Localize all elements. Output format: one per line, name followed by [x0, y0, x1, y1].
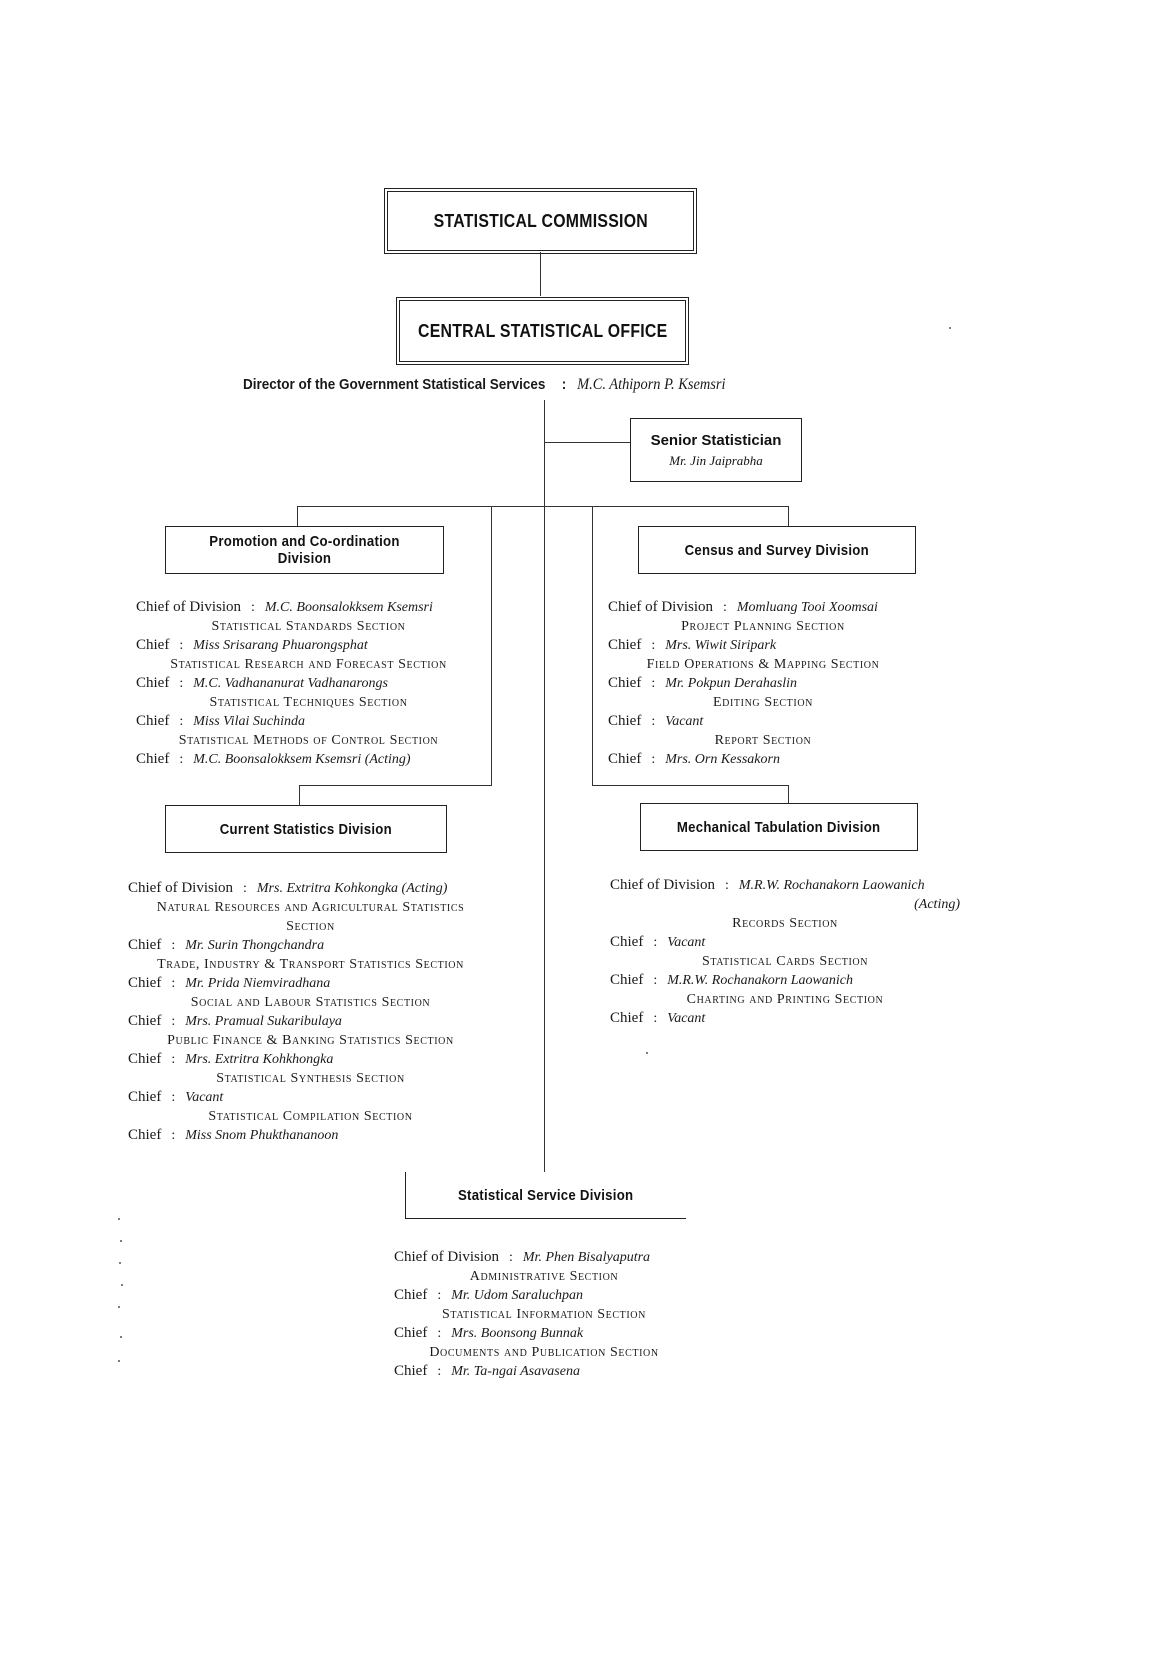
section-heading — [128, 993, 493, 1012]
director-separator: : — [561, 376, 567, 393]
chief-label: Chief — [136, 637, 170, 653]
chief-row — [128, 1088, 493, 1107]
central-statistical-office-title: CENTRAL STATISTICAL OFFICE — [417, 320, 668, 341]
chief-name: Mrs. Pramual Sukaribulaya — [185, 1014, 342, 1029]
scan-speck — [120, 1240, 122, 1242]
section-name: Records Section — [732, 916, 838, 931]
section-name: Statistical Methods of Control Section — [178, 733, 439, 748]
chief-separator: : — [171, 1052, 176, 1067]
service-division-title: Statistical Service Division — [458, 1186, 634, 1204]
chief-row — [136, 712, 481, 731]
chief-separator: : — [171, 938, 176, 953]
scan-speck — [118, 1360, 120, 1362]
section-heading — [608, 617, 918, 636]
chief-label: Chief — [136, 713, 170, 729]
chief-row — [128, 936, 493, 955]
current-staff-list — [128, 879, 493, 1145]
chief-row — [136, 750, 481, 769]
connector-senior — [544, 442, 630, 443]
chief-name: Vacant — [665, 714, 704, 729]
section-heading — [136, 617, 481, 636]
director-name: M.C. Athiporn P. Ksemsri — [577, 376, 726, 393]
section-heading — [394, 1267, 694, 1286]
statistical-commission-title: STATISTICAL COMMISSION — [433, 210, 648, 231]
chief-name: Mr. Prida Niemviradhana — [185, 976, 331, 991]
chief-row — [610, 876, 960, 895]
chief-label: Chief — [610, 934, 644, 950]
main-spine — [544, 400, 545, 1172]
chief-name: Mr. Surin Thongchandra — [185, 938, 325, 953]
chief-separator: : — [437, 1288, 442, 1303]
chief-label: Chief of Division — [608, 599, 713, 615]
acting-note — [610, 895, 960, 914]
section-name: Project Planning Section — [681, 619, 845, 634]
section-heading — [128, 955, 493, 974]
chief-name: Mr. Pokpun Derahaslin — [665, 676, 798, 691]
section-name: Statistical Standards Section — [211, 619, 406, 634]
chief-name: Vacant — [185, 1090, 224, 1105]
chief-separator: : — [179, 714, 184, 729]
chief-row — [608, 636, 918, 655]
section-heading — [128, 1031, 493, 1050]
chief-name: Miss Snom Phukthananoon — [185, 1128, 339, 1143]
chief-label: Chief — [608, 637, 642, 653]
chief-separator: : — [179, 752, 184, 767]
chief-separator: : — [243, 881, 247, 896]
right-rail — [592, 506, 593, 786]
section-name: Social and Labour Statistics Section — [190, 995, 431, 1010]
chief-label: Chief — [128, 975, 162, 991]
chief-label: Chief — [128, 1127, 162, 1143]
chief-row — [608, 712, 918, 731]
scan-speck — [646, 1052, 648, 1054]
chief-row — [128, 879, 493, 898]
branch-line-left-2 — [299, 785, 492, 786]
section-name: Report Section — [714, 733, 812, 748]
census-division-box — [638, 526, 916, 574]
section-name: Statistical Information Section — [442, 1307, 646, 1322]
mechanical-division-title: Mechanical Tabulation Division — [677, 818, 881, 836]
chief-name: Mrs. Boonsong Bunnak — [451, 1326, 584, 1341]
section-name: Documents and Publication Section — [429, 1345, 659, 1360]
chief-name: Mr. Udom Saraluchpan — [451, 1288, 584, 1303]
chief-separator: : — [509, 1250, 513, 1265]
promotion-division-title: Promotion and Co-ordination Division — [209, 533, 400, 567]
section-name: Administrative Section — [469, 1269, 619, 1284]
chief-label: Chief — [128, 1089, 162, 1105]
section-heading — [128, 898, 493, 917]
chief-label: Chief — [610, 972, 644, 988]
chief-separator: : — [723, 600, 727, 615]
section-name: Field Operations & Mapping Section — [646, 657, 880, 672]
chief-separator: : — [653, 1011, 658, 1026]
section-name: Statistical Cards Section — [701, 954, 869, 969]
section-name: Editing Section — [713, 695, 813, 710]
scan-speck — [120, 1336, 122, 1338]
chief-label: Chief — [394, 1363, 428, 1379]
section-heading — [136, 693, 481, 712]
chief-row — [608, 674, 918, 693]
chief-row — [610, 933, 960, 952]
scan-speck — [119, 1262, 121, 1264]
chief-row — [128, 1012, 493, 1031]
section-heading — [608, 731, 918, 750]
chief-row — [394, 1362, 694, 1381]
chief-label: Chief of Division — [394, 1249, 499, 1265]
chief-name: Mrs. Extritra Kohkhongka — [185, 1052, 334, 1067]
connector-commission-office — [540, 252, 541, 296]
section-name: Public Finance & Banking Statistics Section — [167, 1033, 454, 1048]
section-heading — [608, 655, 918, 674]
chief-row — [128, 974, 493, 993]
section-name: Natural Resources and Agricultural Statistics — [156, 900, 465, 915]
branch-drop-current — [299, 785, 300, 805]
chief-row — [136, 674, 481, 693]
chief-name: Miss Vilai Suchinda — [193, 714, 305, 729]
chief-separator: : — [251, 600, 255, 615]
mechanical-staff-list — [610, 876, 960, 1028]
section-name: Charting and Printing Section — [686, 992, 884, 1007]
section-name: Statistical Synthesis Section — [216, 1071, 405, 1086]
chief-name: Mrs. Wiwit Siripark — [665, 638, 777, 653]
section-name: Section — [286, 919, 335, 934]
promotion-staff-list — [136, 598, 481, 769]
mechanical-division-box — [640, 803, 918, 851]
chief-row — [394, 1286, 694, 1305]
section-heading — [136, 731, 481, 750]
chief-label: Chief — [610, 1010, 644, 1026]
chief-row — [128, 1050, 493, 1069]
section-heading — [610, 914, 960, 933]
director-label: Director of the Government Statistical Services — [243, 376, 546, 393]
branch-drop-promotion — [297, 506, 298, 526]
census-division-title: Census and Survey Division — [684, 541, 870, 559]
scan-speck — [118, 1218, 120, 1220]
statistical-commission-box — [384, 188, 697, 254]
chief-row — [608, 750, 918, 769]
chief-separator: : — [437, 1326, 442, 1341]
promotion-division-box — [165, 526, 444, 574]
acting-note-text: (Acting) — [914, 897, 960, 912]
chief-label: Chief — [608, 675, 642, 691]
chief-name: Mrs. Extritra Kohkongka (Acting) — [256, 881, 448, 896]
section-heading — [394, 1343, 694, 1362]
section-name: Trade, Industry & Transport Statistics Section — [157, 957, 464, 972]
branch-line-top — [297, 506, 788, 507]
chief-separator: : — [437, 1364, 442, 1379]
service-division-box — [405, 1172, 686, 1219]
chief-name: M.R.W. Rochanakorn Laowanich — [667, 973, 853, 988]
chief-name: Vacant — [667, 935, 706, 950]
chief-row — [136, 636, 481, 655]
service-staff-list — [394, 1248, 694, 1381]
current-division-title: Current Statistics Division — [219, 820, 393, 838]
chief-label: Chief — [128, 1013, 162, 1029]
chief-row — [394, 1248, 694, 1267]
chief-name: M.C. Boonsalokksem Ksemsri (Acting) — [193, 752, 411, 767]
section-heading — [128, 1069, 493, 1088]
current-division-box — [165, 805, 447, 853]
chief-separator: : — [171, 1128, 176, 1143]
section-heading — [610, 952, 960, 971]
chief-label: Chief — [394, 1287, 428, 1303]
census-staff-list — [608, 598, 918, 769]
chief-separator: : — [725, 878, 729, 893]
chief-label: Chief — [608, 751, 642, 767]
chief-row — [610, 1009, 960, 1028]
scan-speck — [118, 1306, 120, 1308]
senior-statistician-box — [630, 418, 802, 482]
director-line — [243, 376, 725, 394]
branch-drop-mechanical — [788, 785, 789, 803]
chief-row — [610, 971, 960, 990]
section-name: Statistical Research and Forecast Section — [170, 657, 447, 672]
chief-separator: : — [179, 638, 184, 653]
left-rail — [491, 506, 492, 786]
chief-label: Chief of Division — [610, 877, 715, 893]
chief-label: Chief — [128, 937, 162, 953]
chief-label: Chief — [136, 675, 170, 691]
chief-separator: : — [171, 1014, 176, 1029]
chief-label: Chief — [608, 713, 642, 729]
chief-label: Chief — [394, 1325, 428, 1341]
chief-label: Chief of Division — [136, 599, 241, 615]
chief-separator: : — [651, 638, 656, 653]
scan-speck — [121, 1284, 123, 1286]
section-heading — [128, 1107, 493, 1126]
chief-name: Mr. Ta-ngai Asavasena — [451, 1364, 580, 1379]
chief-name: Miss Srisarang Phuarongsphat — [193, 638, 368, 653]
section-heading — [610, 990, 960, 1009]
section-heading — [394, 1305, 694, 1324]
chief-separator: : — [651, 676, 656, 691]
section-heading — [608, 693, 918, 712]
chief-label: Chief of Division — [128, 880, 233, 896]
section-heading — [128, 917, 493, 936]
chief-row — [608, 598, 918, 617]
chief-separator: : — [171, 1090, 176, 1105]
branch-drop-census — [788, 506, 789, 526]
chief-separator: : — [651, 714, 656, 729]
scan-speck — [949, 327, 951, 329]
chief-name: M.C. Vadhananurat Vadhanarongs — [193, 676, 388, 691]
section-name: Statistical Compilation Section — [208, 1109, 413, 1124]
section-heading — [136, 655, 481, 674]
section-name: Statistical Techniques Section — [209, 695, 408, 710]
central-statistical-office-box — [396, 297, 689, 365]
chief-separator: : — [651, 752, 656, 767]
senior-statistician-title: Senior Statistician — [650, 431, 782, 449]
chief-name: Mrs. Orn Kessakorn — [665, 752, 780, 767]
chief-row — [136, 598, 481, 617]
chief-separator: : — [171, 976, 176, 991]
chief-name: M.C. Boonsalokksem Ksemsri — [264, 600, 433, 615]
chief-separator: : — [653, 973, 658, 988]
chief-row — [128, 1126, 493, 1145]
branch-line-right-2 — [592, 785, 789, 786]
chief-name: M.R.W. Rochanakorn Laowanich — [738, 878, 925, 893]
chief-row — [394, 1324, 694, 1343]
chief-name: Vacant — [667, 1011, 706, 1026]
chief-label: Chief — [128, 1051, 162, 1067]
chief-name: Momluang Tooi Xoomsai — [736, 600, 878, 615]
chief-separator: : — [653, 935, 658, 950]
chief-name: Mr. Phen Bisalyaputra — [522, 1250, 651, 1265]
chief-label: Chief — [136, 751, 170, 767]
chief-separator: : — [179, 676, 184, 691]
senior-statistician-name: Mr. Jin Jaiprabha — [669, 452, 763, 468]
